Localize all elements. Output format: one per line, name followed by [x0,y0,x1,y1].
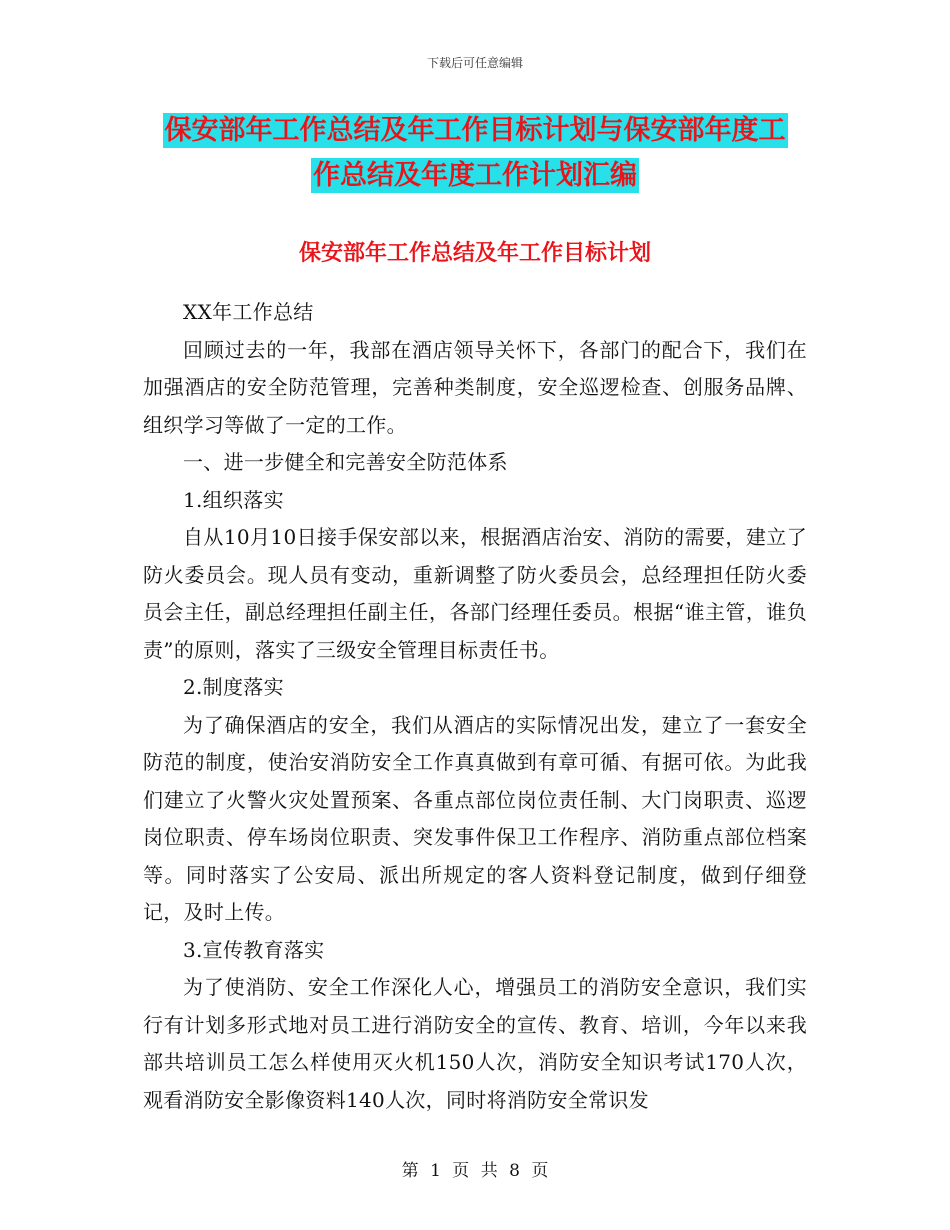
paragraph: 1.组织落实 [183,487,284,512]
document-body [143,294,807,1119]
paragraph: 2.制度落实 [183,675,284,699]
paragraph: 3.宣传教育落实 [183,937,325,962]
title-line-2: 作总结及年度工作计划汇编 [313,160,637,191]
section-title: 保安部年工作总结及年工作目标计划 [298,241,651,266]
paragraph: 自从10月10日接手保安部以来，根据酒店治安、消防的需要，建立了防火委员会。现人员有变动，重新调整了防火委员会，总经理担任防火委员会主任，副总经理担任副主任，各部门经理任委员。根据“谁主管，谁负责”的原则，落实了三级安全管理目标责任书。 [143,525,807,662]
paragraph: XX年工作总结 [183,300,314,324]
paragraph: 回顾过去的一年，我部在酒店领导关怀下，各部门的配合下，我们在加强酒店的安全防范管理，完善种类制度，安全巡逻检查、创服务品牌、组织学习等做了一定的工作。 [143,337,807,437]
paragraph: 为了确保酒店的安全，我们从酒店的实际情况出发，建立了一套安全防范的制度，使治安消防安全工作真真做到有章可循、有据可依。为此我们建立了火警火灾处置预案、各重点部位岗位责任制、大门岗职责、巡逻岗位职责、停车场岗位职责、突发事件保卫工作程序、消防重点部位档案等。同时落实了公安局、派出所规定的客人资料登记制度，做到仔细登记，及时上传。 [143,712,807,924]
paragraph: 为了使消防、安全工作深化人心，增强员工的消防安全意识，我们实行有计划多形式地对员工进行消防安全的宣传、教育、培训，今年以来我部共培训员工怎么样使用灭火机150人次，消防安全知识考试170人次，观看消防安全影像资料140人次，同时将消防安全常识发 [143,975,807,1112]
document-title [0,108,950,198]
paragraph: 一、进一步健全和完善安全防范体系 [183,450,508,474]
title-line-1: 保安部年工作总结及年工作目标计划与保安部年度工 [164,115,786,146]
page-number-footer: 第 1 页 共 8 页 [401,1161,549,1181]
header-note: 下载后可任意编辑 [426,56,523,70]
